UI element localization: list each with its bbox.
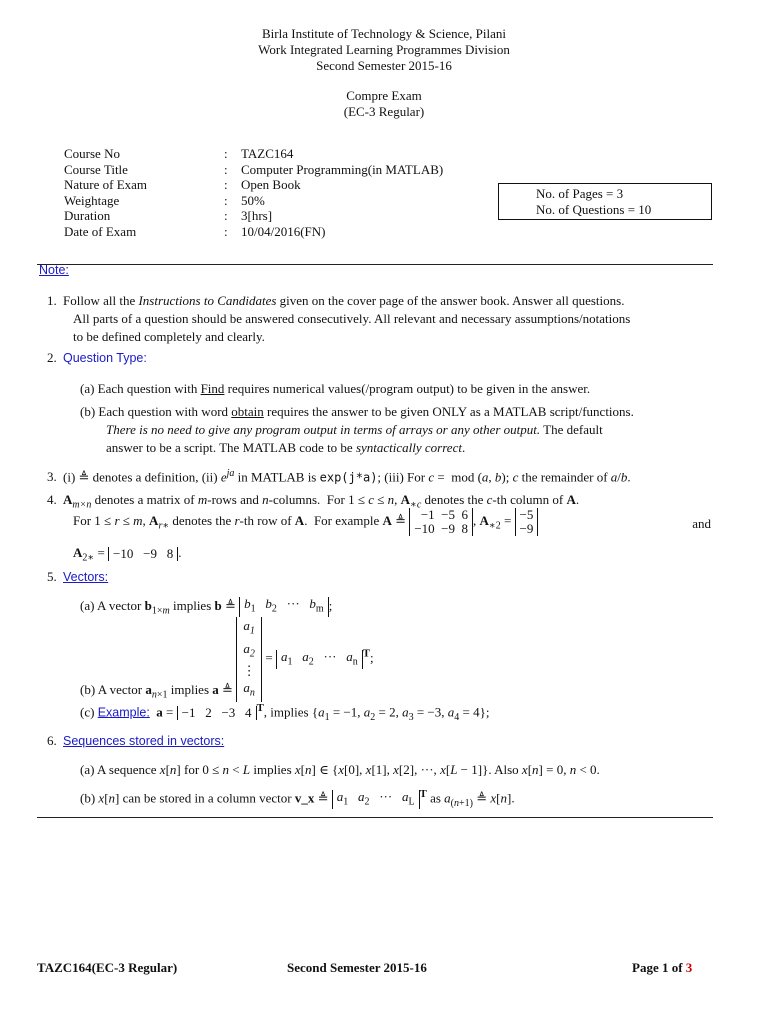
list-item: (b) A vector $a_{n\times 1}$ implies a ≜ $a_1$ $a_2$ ⋮ $a_n$ = $a_1$ $a_2$ ··· $a_n^T$; (80, 618, 374, 701)
info-row: Duration : 3[hrs] (64, 208, 273, 223)
exam-name: Compre Exam (346, 88, 422, 103)
page-count: No. of Pages = 3 (536, 186, 624, 201)
list-item: For 1 ≤ r ≤ m, $A_{r∗}$ denotes the r-th row of A. For example A ≜ −1 −5 6 −10 −9 8 , $A_{∗2}$ = −5 −9 and (73, 507, 711, 536)
sequences-heading: Sequences stored in vectors: (63, 734, 225, 748)
list-item: 2. Question Type: (47, 350, 147, 365)
list-item: 1. Follow all the Instructions to Candidates given on the cover page of the answer book. Answer all questions. All parts of a question should be answered consecutively. All relevant and necessary assumptions/notations to be defined completely and clearly. (47, 293, 631, 344)
list-item: $A_{2∗} = -10 -9$ 8 . (73, 545, 182, 564)
info-row: Nature of Exam : Open Book (64, 177, 301, 192)
footer-course: TAZC164(EC-3 Regular) (37, 960, 178, 975)
footer-page: Page 1 of 3 (632, 960, 693, 975)
info-row: Weightage : 50% (64, 192, 265, 208)
division-name: Work Integrated Learning Programmes Division (258, 42, 510, 57)
list-item: 3. (i) ≜ denotes a definition, (ii) $e^{ja}$ in MATLAB is exp(j*a); (iii) For c = mod (a, b); c the remainder of a/b. (47, 468, 631, 485)
list-item: 5. Vectors: (47, 569, 109, 584)
list-item: (b) x[n] can be stored in a column vector v_x ≜ $a_1$ $a_2$ ··· $a_L^T$ as $a_{(n+1)}$ ≜ x[n]. (80, 788, 515, 809)
vectors-heading: Vectors: (63, 570, 109, 584)
question-count: No. of Questions = 10 (536, 202, 652, 217)
info-row: Course Title : Computer Programming(in MATLAB) (64, 161, 444, 177)
exam-info (64, 146, 443, 239)
question-type-heading: Question Type: (63, 351, 147, 365)
note-heading: Note: (39, 263, 69, 277)
semester: Second Semester 2015-16 (316, 58, 452, 73)
list-item: (c) Example: a = −1 2 −3 4 $^T$, implies {$a_1 = -1$, $a_2 = 2$, $a_3 = -3$, $a_4 = 4$}; (80, 702, 490, 723)
info-row: Course No : TAZC164 (64, 146, 294, 161)
page-total-link[interactable]: 3 (685, 960, 693, 975)
exam-type: (EC-3 Regular) (343, 104, 425, 119)
institute-name: Birla Institute of Technology & Science, Pilani (262, 26, 506, 41)
list-item: (a) A vector $b_{1\times m}$ implies b ≜ $b_1$ $b_2$ ··· $b_m$ ; (80, 596, 333, 617)
pages-box (498, 183, 712, 220)
list-item: 4. $A_{m\times n}$ denotes a matrix of m-rows and n-columns. For 1 ≤ c ≤ n, $A_{∗c}$ denotes the c-th column of A. (47, 492, 580, 511)
info-row: Date of Exam : 10/04/2016(FN) (64, 223, 326, 239)
list-item: (a) A sequence x[n] for 0 ≤ n < L implies x[n] ∈ {x[0], x[1], x[2], ···, x[L − 1]}. Also x[n] = 0, n < 0. (80, 762, 600, 777)
header (0, 26, 768, 120)
list-item: 6. Sequences stored in vectors: (47, 733, 225, 748)
list-item: (b) Each question with word obtain requires the answer to be given ONLY as a MATLAB script/functions. There is no need to give any program output in terms of arrays or any other output. The default answer to be a script. The MATLAB code to be syntactically correct. (80, 404, 634, 455)
list-item: (a) Each question with Find requires numerical values(/program output) to be given in the answer. (80, 381, 591, 396)
example-label: Example: (97, 705, 150, 720)
footer-semester: Second Semester 2015-16 (287, 960, 427, 975)
